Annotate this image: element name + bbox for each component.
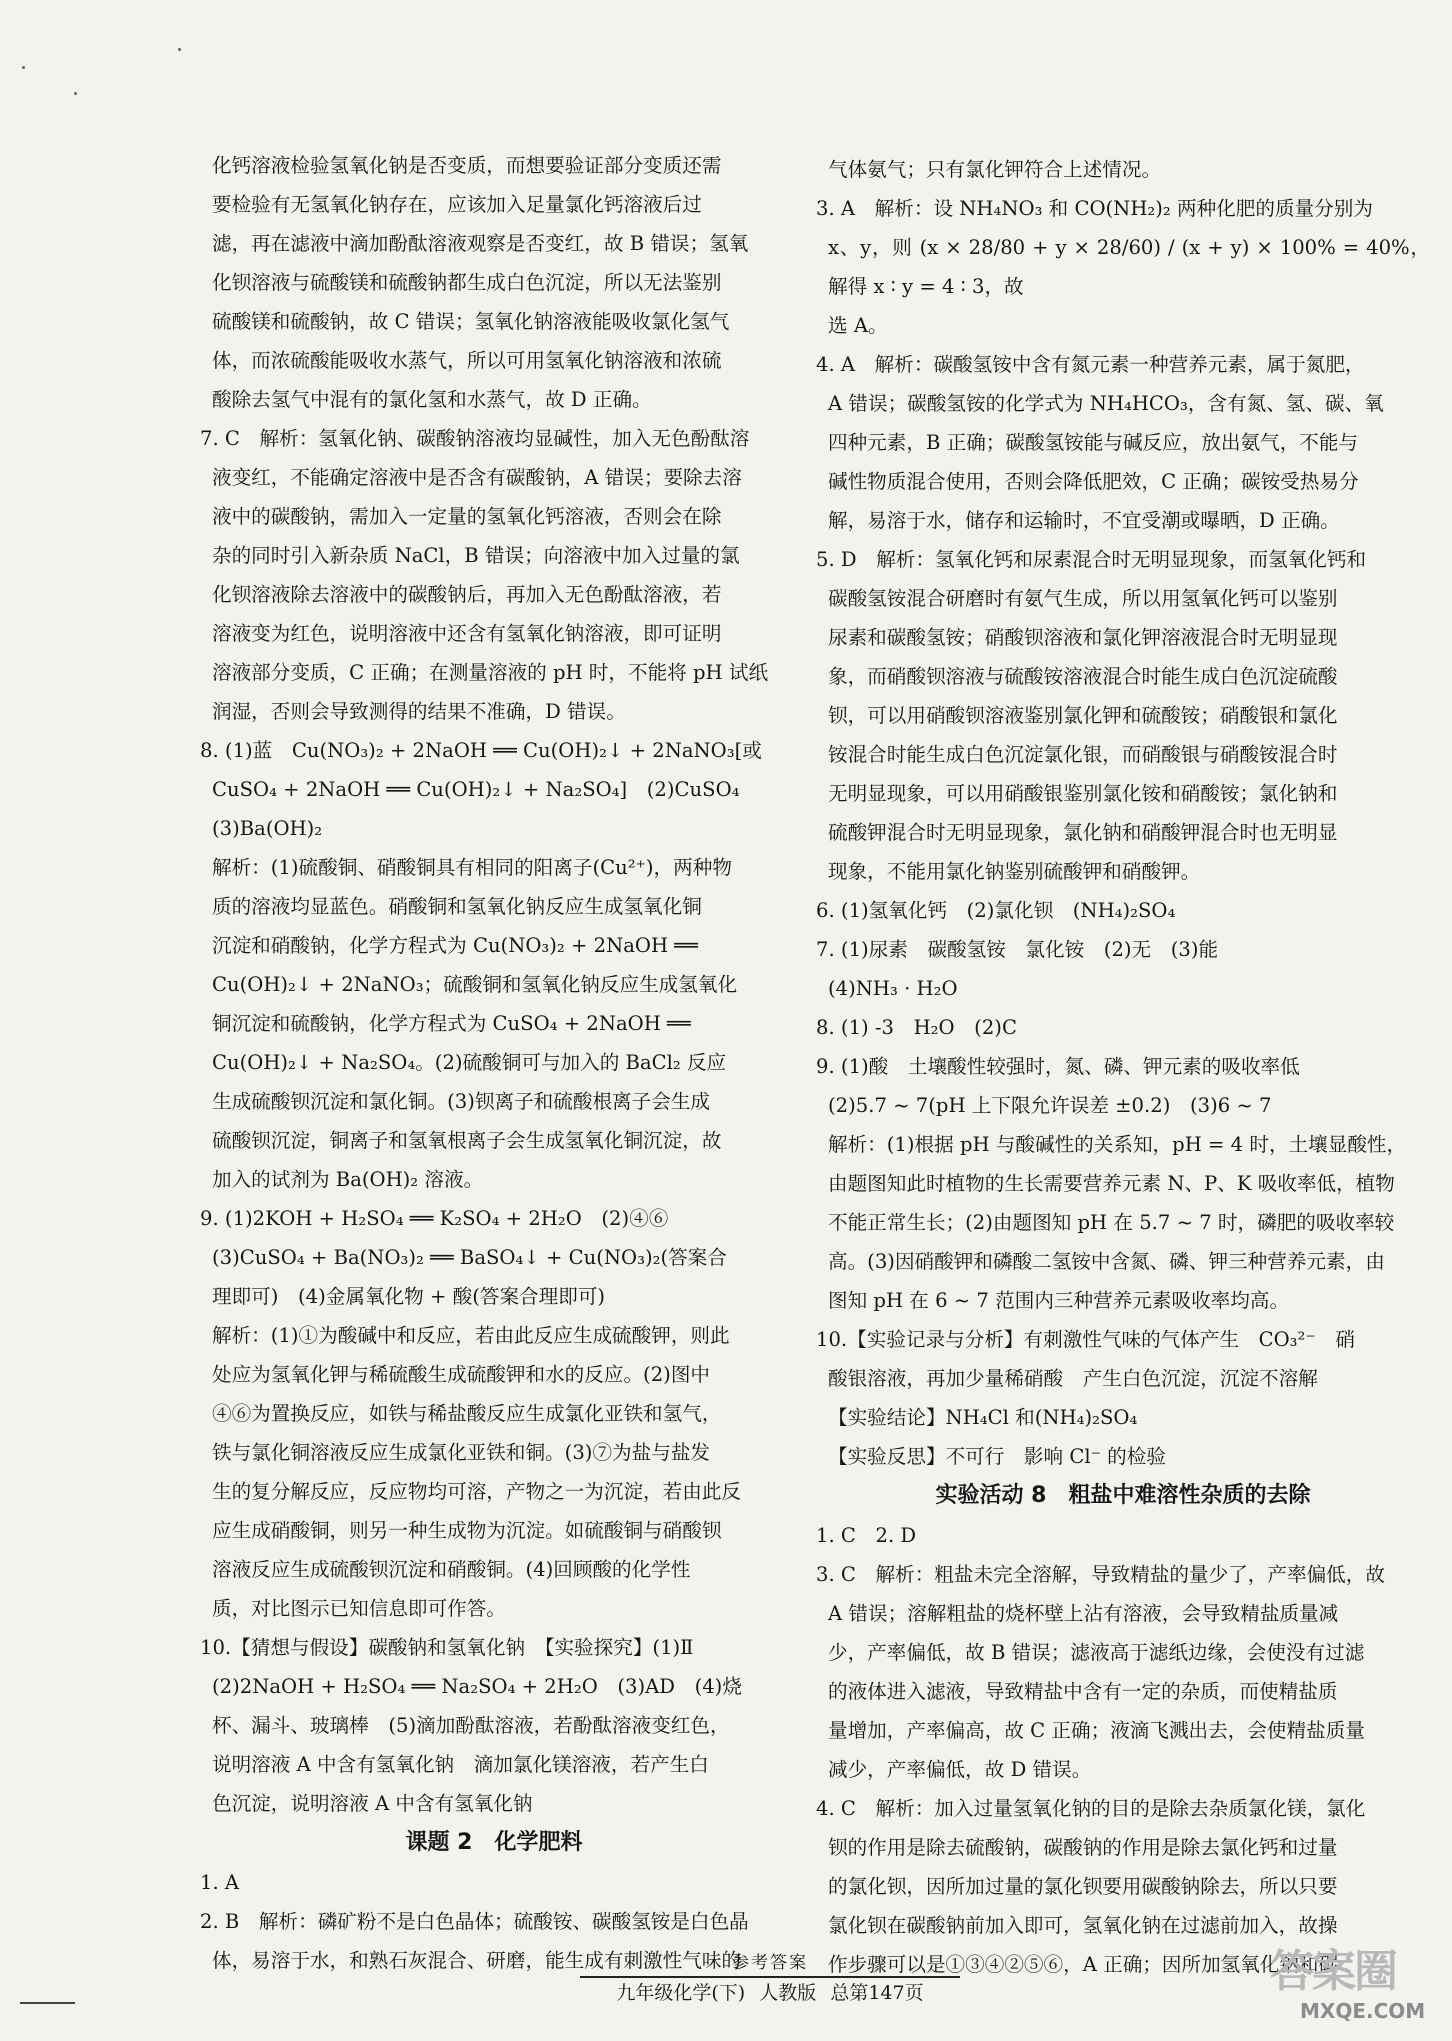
text-line: (4)NH₃ · H₂O <box>828 977 958 1000</box>
text-line: 不能正常生长；(2)由题图知 pH 在 5.7 ~ 7 时，磷肥的吸收率较 <box>828 1211 1395 1234</box>
text-line: 2. B 解析：磷矿粉不是白色晶体；硫酸铵、碳酸氢铵是白色晶 <box>200 1910 749 1933</box>
watermark-logo-text: 答案圈 <box>1270 1946 1396 1997</box>
text-line: 说明溶液 A 中含有氢氧化钠 滴加氯化镁溶液，若产生白 <box>212 1753 709 1776</box>
text-line: 量增加，产率偏高，故 C 正确；液滴飞溅出去，会使精盐质量 <box>828 1719 1365 1742</box>
text-line: 的液体进入滤液，导致精盐中含有一定的杂质，而使精盐质 <box>828 1680 1338 1703</box>
text-line: 沉淀和硝酸钠，化学方程式为 Cu(NO₃)₂ + 2NaOH ══ <box>212 934 698 957</box>
left-column <box>200 146 788 1980</box>
watermark-url: MXQE.COM <box>1300 1999 1426 2023</box>
text-line: 尿素和碳酸氢铵；硝酸钡溶液和氯化钾溶液混合时无明显现 <box>828 626 1338 649</box>
text-line: 溶液变为红色，说明溶液中还含有氢氧化钠溶液，即可证明 <box>212 622 722 645</box>
text-line: 现象，不能用氯化钠鉴别硫酸钾和硝酸钾。 <box>828 860 1201 883</box>
text-line: 气体氨气；只有氯化钾符合上述情况。 <box>828 158 1162 181</box>
text-line: 10.【实验记录与分析】有刺激性气味的气体产生 CO₃²⁻ 硝 <box>816 1328 1355 1351</box>
text-line: (3)Ba(OH)₂ <box>212 817 323 840</box>
text-line: 1. C 2. D <box>816 1524 917 1547</box>
text-line: ④⑥为置换反应，如铁与稀盐酸反应生成氯化亚铁和氢气， <box>212 1402 722 1425</box>
text-line: 化钙溶液检验氢氧化钠是否变质，而想要验证部分变质还需 <box>212 154 722 177</box>
text-line: 8. (1)蓝 Cu(NO₃)₂ + 2NaOH ══ Cu(OH)₂↓ + 2NaNO₃[或 <box>200 739 762 762</box>
text-line: 4. C 解析：加入过量氢氧化钠的目的是除去杂质氯化镁，氯化 <box>816 1797 1366 1820</box>
text-line: 9. (1)2KOH + H₂SO₄ ══ K₂SO₄ + 2H₂O (2)④⑥ <box>200 1207 669 1230</box>
text-line: 铜沉淀和硫酸钠，化学方程式为 CuSO₄ + 2NaOH ══ <box>212 1012 691 1035</box>
text-line: 钡的作用是除去硫酸钠，碳酸钠的作用是除去氯化钙和过量 <box>828 1836 1338 1859</box>
text-line: 碳酸氢铵混合研磨时有氨气生成，所以用氢氧化钙可以鉴别 <box>828 587 1338 610</box>
text-line: 作步骤可以是①③④②⑤⑥，A 正确；因所加氢氧化钠和碳 <box>828 1953 1339 1976</box>
text-line: 质，对比图示已知信息即可作答。 <box>212 1597 506 1620</box>
text-line: 解析：(1)根据 pH 与酸碱性的关系知，pH = 4 时，土壤显酸性， <box>828 1133 1407 1156</box>
text-line: 7. (1)尿素 碳酸氢铵 氯化铵 (2)无 (3)能 <box>816 938 1219 961</box>
text-line: 选 A。 <box>828 314 888 337</box>
text-line: 9. (1)酸 土壤酸性较强时，氮、磷、钾元素的吸收率低 <box>816 1055 1300 1078</box>
text-line: (2)5.7 ~ 7(pH 上下限允许误差 ±0.2) (3)6 ~ 7 <box>828 1094 1272 1117</box>
text-line: 减少，产率偏低，故 D 错误。 <box>828 1758 1092 1781</box>
text-line: 色沉淀，说明溶液 A 中含有氢氧化钠 <box>212 1792 533 1815</box>
text-line: 氯化钡在碳酸钠前加入即可，氢氧化钠在过滤前加入，故操 <box>828 1914 1338 1937</box>
text-line: 四种元素，B 正确；碳酸氢铵能与碱反应，放出氨气，不能与 <box>828 431 1359 454</box>
text-line: 高。(3)因硝酸钾和磷酸二氢铵中含氮、磷、钾三种营养元素，由 <box>828 1250 1385 1273</box>
text-line: 滤，再在滤液中滴加酚酞溶液观察是否变红，故 B 错误；氢氧 <box>212 232 749 255</box>
text-line: 溶液部分变质，C 正确；在测量溶液的 pH 时，不能将 pH 试纸 <box>212 661 769 684</box>
text-line: 象，而硝酸钡溶液与硫酸铵溶液混合时能生成白色沉淀硫酸 <box>828 665 1338 688</box>
text-line: (3)CuSO₄ + Ba(NO₃)₂ ══ BaSO₄↓ + Cu(NO₃)₂(答案合 <box>212 1246 727 1269</box>
text-line: 解，易溶于水，储存和运输时，不宜受潮或曝晒，D 正确。 <box>828 509 1340 532</box>
footer-divider <box>580 1976 960 1978</box>
text-line: 6. (1)氢氧化钙 (2)氯化钡 (NH₄)₂SO₄ <box>816 899 1176 922</box>
text-line: 【实验反思】不可行 影响 Cl⁻ 的检验 <box>828 1445 1166 1468</box>
text-line: x、y，则 (x × 28/80 + y × 28/60) / (x + y) × 100% = 40%，解得 x ∶ y = 4 ∶ 3，故 <box>828 236 1430 298</box>
text-line: 化钡溶液与硫酸镁和硫酸钠都生成白色沉淀，所以无法鉴别 <box>212 271 722 294</box>
text-line: 的氯化钡，因所加过量的氯化钡要用碳酸钠除去，所以只要 <box>828 1875 1338 1898</box>
margin-rule <box>20 2002 75 2004</box>
text-line: 由题图知此时植物的生长需要营养元素 N、P、K 吸收率低，植物 <box>828 1172 1395 1195</box>
text-line: 化钡溶液除去溶液中的碳酸钠后，再加入无色酚酞溶液，若 <box>212 583 722 606</box>
text-line: 液中的碳酸钠，需加入一定量的氢氧化钙溶液，否则会在除 <box>212 505 722 528</box>
text-line: 理即可) (4)金属氧化物 + 酸(答案合理即可) <box>212 1285 606 1308</box>
text-line: 杂的同时引入新杂质 NaCl，B 错误；向溶液中加入过量的氯 <box>212 544 740 567</box>
section-heading: 课题 2 化学肥料 <box>405 1830 583 1855</box>
text-line: 酸除去氢气中混有的氯化氢和水蒸气，故 D 正确。 <box>212 388 652 411</box>
text-line: 液变红，不能确定溶液中是否含有碳酸钠，A 错误；要除去溶 <box>212 466 742 489</box>
text-line: 少，产率偏低，故 B 错误；滤液高于滤纸边缘，会使没有过滤 <box>828 1641 1365 1664</box>
footer-edition: 人教版 <box>759 1982 817 2004</box>
text-line: 解析：(1)硫酸铜、硝酸铜具有相同的阳离子(Cu²⁺)，两种物 <box>212 856 732 879</box>
scan-speck <box>178 48 181 51</box>
text-line: 生成硫酸钡沉淀和氯化铜。(3)钡离子和硫酸根离子会生成 <box>212 1090 711 1113</box>
footer-grade: 九年级化学(下) <box>616 1982 746 2004</box>
text-line: 应生成硝酸铜，则另一种生成物为沉淀。如硫酸铜与硝酸钡 <box>212 1519 722 1542</box>
right-column <box>816 150 1430 1984</box>
text-line: 【实验结论】NH₄Cl 和(NH₄)₂SO₄ <box>828 1406 1138 1429</box>
footer-answer-label: 参考答案 <box>732 1953 808 1973</box>
text-line: 生的复分解反应，反应物均可溶，产物之一为沉淀，若由此反 <box>212 1480 742 1503</box>
section-heading: 实验活动 8 粗盐中难溶性杂质的去除 <box>935 1483 1311 1508</box>
text-line: Cu(OH)₂↓ + Na₂SO₄。(2)硫酸铜可与加入的 BaCl₂ 反应 <box>212 1051 727 1074</box>
text-line: 1. A <box>200 1871 240 1894</box>
text-line: 杯、漏斗、玻璃棒 (5)滴加酚酞溶液，若酚酞溶液变红色， <box>212 1714 730 1737</box>
scan-speck <box>22 66 25 69</box>
text-line: 要检验有无氢氧化钠存在，应该加入足量氯化钙溶液后过 <box>212 193 702 216</box>
watermark-logo <box>1270 1935 1445 2030</box>
text-line: 体，而浓硫酸能吸收水蒸气，所以可用氢氧化钠溶液和浓硫 <box>212 349 722 372</box>
text-line: 体，易溶于水，和熟石灰混合、研磨，能生成有刺激性气味的 <box>212 1949 742 1972</box>
text-line: 碱性物质混合使用，否则会降低肥效，C 正确；碳铵受热易分 <box>828 470 1359 493</box>
text-line: 质的溶液均显蓝色。硝酸铜和氢氧化钠反应生成氢氧化铜 <box>212 895 702 918</box>
text-line: CuSO₄ + 2NaOH ══ Cu(OH)₂↓ + Na₂SO₄] (2)CuSO₄ <box>212 778 740 801</box>
text-line: 10.【猜想与假设】碳酸钠和氢氧化钠 【实验探究】(1)Ⅱ <box>200 1636 694 1659</box>
text-line: 4. A 解析：碳酸氢铵中含有氮元素一种营养元素，属于氮肥， <box>816 353 1365 376</box>
text-line: 无明显现象，可以用硝酸银鉴别氯化铵和硝酸铵；氯化钠和 <box>828 782 1338 805</box>
text-line: 解析：(1)①为酸碱中和反应，若由此反应生成硫酸钾，则此 <box>212 1324 730 1347</box>
text-line: (2)2NaOH + H₂SO₄ ══ Na₂SO₄ + 2H₂O (3)AD (4)烧 <box>212 1675 742 1698</box>
scan-speck <box>74 92 77 95</box>
text-line: 铁与氯化铜溶液反应生成氯化亚铁和铜。(3)⑦为盐与盐发 <box>212 1441 711 1464</box>
text-line: 加入的试剂为 Ba(OH)₂ 溶液。 <box>212 1168 484 1191</box>
text-line: 7. C 解析：氢氧化钠、碳酸钠溶液均显碱性，加入无色酚酞溶 <box>200 427 750 450</box>
footer-page-number: 总第147页 <box>830 1982 924 2004</box>
text-line: 酸银溶液，再加少量稀硝酸 产生白色沉淀，沉淀不溶解 <box>828 1367 1318 1390</box>
text-line: 3. A 解析：设 NH₄NO₃ 和 CO(NH₂)₂ 两种化肥的质量分别为 <box>816 197 1373 220</box>
text-line: 3. C 解析：粗盐未完全溶解，导致精盐的量少了，产率偏低，故 <box>816 1563 1385 1586</box>
text-line: 硫酸钾混合时无明显现象，氯化钠和硝酸钾混合时也无明显 <box>828 821 1338 844</box>
text-line: 8. (1) -3 H₂O (2)C <box>816 1016 1017 1039</box>
text-line: 图知 pH 在 6 ~ 7 范围内三种营养元素吸收率均高。 <box>828 1289 1290 1312</box>
text-line: Cu(OH)₂↓ + 2NaNO₃；硫酸铜和氢氧化钠反应生成氢氧化 <box>212 973 738 996</box>
text-line: A 错误；碳酸氢铵的化学式为 NH₄HCO₃，含有氮、氢、碳、氧 <box>828 392 1384 415</box>
text-line: 硫酸镁和硫酸钠，故 C 错误；氢氧化钠溶液能吸收氯化氢气 <box>212 310 730 333</box>
text-line: 铵混合时能生成白色沉淀氯化银，而硝酸银与硝酸铵混合时 <box>828 743 1338 766</box>
text-line: A 错误；溶解粗盐的烧杯壁上沾有溶液，会导致精盐质量减 <box>828 1602 1339 1625</box>
footer-info <box>520 1980 1020 2006</box>
text-line: 钡，可以用硝酸钡溶液鉴别氯化钾和硫酸铵；硝酸银和氯化 <box>828 704 1338 727</box>
text-line: 处应为氢氧化钾与稀硫酸生成硫酸钾和水的反应。(2)图中 <box>212 1363 711 1386</box>
text-line: 润湿，否则会导致测得的结果不准确，D 错误。 <box>212 700 626 723</box>
text-line: 硫酸钡沉淀，铜离子和氢氧根离子会生成氢氧化铜沉淀，故 <box>212 1129 722 1152</box>
text-line: 溶液反应生成硫酸钡沉淀和硝酸铜。(4)回顾酸的化学性 <box>212 1558 691 1581</box>
text-line: 5. D 解析：氢氧化钙和尿素混合时无明显现象，而氢氧化钙和 <box>816 548 1367 571</box>
page-footer <box>520 1952 1020 2006</box>
